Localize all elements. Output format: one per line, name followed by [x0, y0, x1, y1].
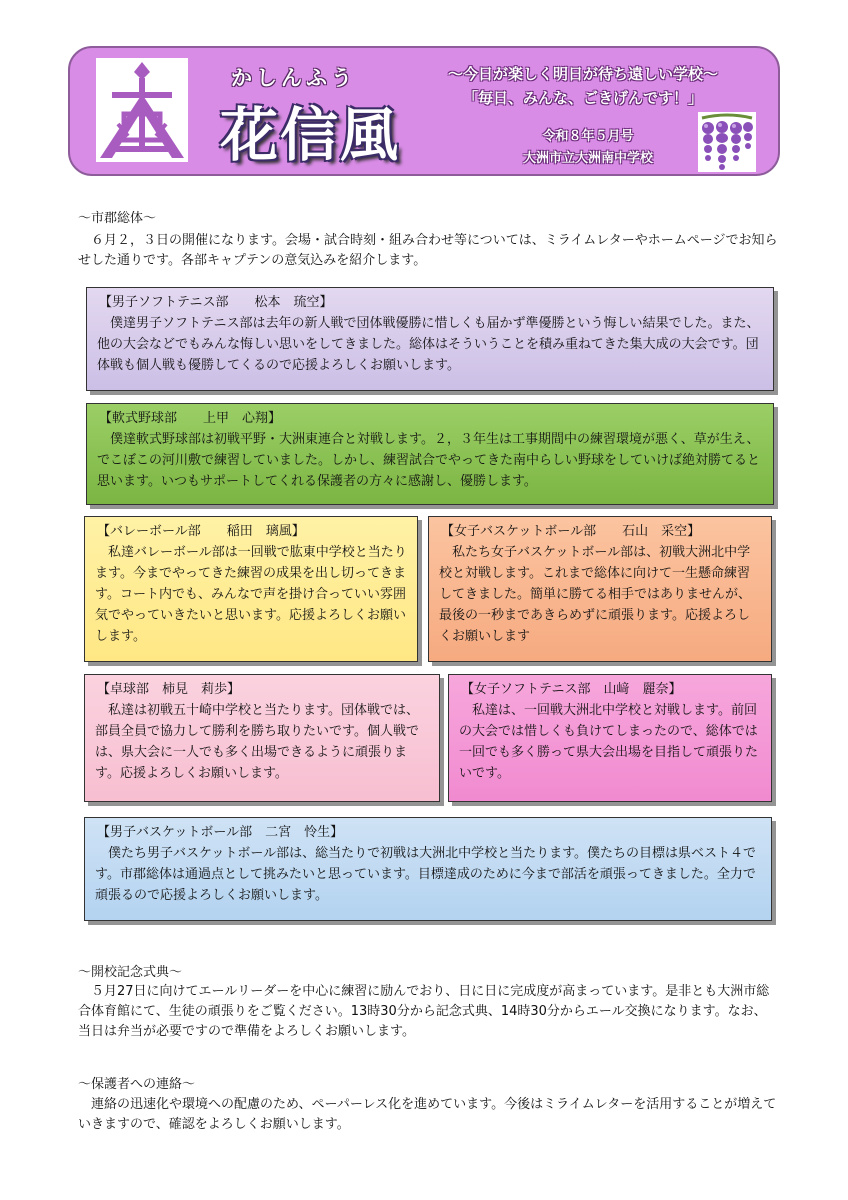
team-card-heading: 【卓球部 柿見 莉歩】: [97, 682, 241, 697]
team-card-heading: 【バレーボール部 稲田 璃風】: [97, 524, 305, 539]
team-card-heading: 【男子バスケットボール部 二宮 怜生】: [97, 825, 344, 840]
team-card-message: 私達は初戦五十崎中学校と当たります。団体戦では、部員全員で協力して勝利を勝ち取りたいです。個人戦では、県大会に一人でも多く出場できるように頑張ります。応援よろしくお願いします。: [95, 703, 419, 781]
team-card-message: 僕達軟式野球部は初戦平野・大洲東連合と対戦します。２，３年生は工事期間中の練習環境が悪く、草が生え、でこぼこの河川敷で練習していました。しかし、練習試合でやってきた南中らしい野球をしていけば絶対勝てると思います。いつもサポートしてくれる保護者の方々に感謝し、優勝します。: [97, 432, 761, 489]
guardians-text: 連絡の迅速化や環境への配慮のため、ペーパーレス化を進めています。今後はミライムレターを活用することが増えていきますので、確認をよろしくお願いします。: [78, 1097, 777, 1132]
team-card-heading: 【男子ソフトテニス部 松本 琉空】: [99, 295, 333, 310]
ceremony-text: ５月27日に向けてエールリーダーを中心に練習に励んでおり、日に日に完成度が高まっています。是非とも大洲市総合体育館にて、生徒の頑張りをご覧ください。13時30分から記念式典、14時30分からエール交換になります。なお、当日は弁当が必要ですので準備をよろしくお願いします。: [78, 984, 770, 1039]
team-card-boys-basketball: [84, 817, 772, 921]
school-name: 大洲市立大洲南中学校: [522, 151, 653, 166]
sports-intro: ６月２，３日の開催になります。会場・試合時刻・組み合わせ等については、ミライムレターやホームページでお知らせした通りです。各部キャプテンの意気込みを紹介します。: [78, 233, 778, 268]
ceremony-section-title: ～開校記念式典～: [78, 965, 183, 980]
team-card-girls-basketball: [428, 516, 772, 662]
issue-info: [468, 126, 708, 170]
masthead-furigana: かしんふう: [231, 66, 356, 90]
motto-line-2: 「毎日、みんな、ごきげんです！」: [462, 89, 703, 107]
team-card-boys-soft-tennis: [86, 287, 774, 391]
team-card-table-tennis: [84, 674, 440, 802]
team-card-message: 私たち女子バスケットボール部は、初戦大洲北中学校と対戦します。これまで総体に向けて一生懸命練習してきました。簡単に勝てる相手ではありませんが、最後の一秒まであきらめずに頑張ります。応援よろしくお願いします: [439, 545, 752, 644]
issue-date: 令和８年５月号: [542, 129, 634, 144]
team-card-girls-soft-tennis: [448, 674, 772, 802]
team-card-message: 私達は、一回戦大洲北中学校と対戦します。前回の大会では惜しくも負けてしまったので、総体では一回でも多く勝って県大会出場を目指して頑張りたいです。: [459, 703, 759, 781]
team-card-message: 僕達男子ソフトテニス部は去年の新人戦で団体戦優勝に惜しくも届かず準優勝という悔しい結果でした。また、他の大会などでもみんな悔しい思いをしてきました。総体はそういうことを積み重ねてきた集大成の大会です。団体戦も個人戦も優勝してくるので応援よろしくお願いします。: [97, 316, 760, 373]
team-card-message: 私達バレーボール部は一回戦で肱東中学校と当たります。今までやってきた練習の成果を出し切ってきます。コート内でも、みんなで声を掛け合っていい雰囲気でやっていきたいと思います。応援よろしくお願いします。: [95, 545, 407, 644]
team-card-heading: 【女子バスケットボール部 石山 采空】: [441, 524, 701, 539]
team-card-heading: 【軟式野球部 上甲 心翔】: [99, 411, 282, 426]
school-motto: [408, 62, 758, 110]
guardians-section-title: ～保護者への連絡～: [78, 1077, 196, 1092]
masthead-title: 花信風: [220, 101, 401, 169]
wisteria-flower-icon: [698, 112, 756, 172]
team-card-heading: 【女子ソフトテニス部 山﨑 麗奈】: [461, 682, 682, 697]
team-card-baseball: [86, 403, 774, 505]
team-card-volleyball: [84, 516, 418, 662]
school-emblem-icon: [96, 58, 188, 162]
sports-section-title: ～市郡総体～: [78, 211, 157, 226]
newsletter-banner: [68, 46, 780, 176]
team-card-message: 僕たち男子バスケットボール部は、総当たりで初戦は大洲北中学校と当たります。僕たちの目標は県ベスト４です。市郡総体は通過点として挑みたいと思っています。目標達成のために今まで部活を頑張ってきました。全力で頑張るので応援よろしくお願いします。: [95, 846, 757, 903]
motto-line-1: ～今日が楽しく明日が待ち遠しい学校～: [447, 65, 718, 83]
